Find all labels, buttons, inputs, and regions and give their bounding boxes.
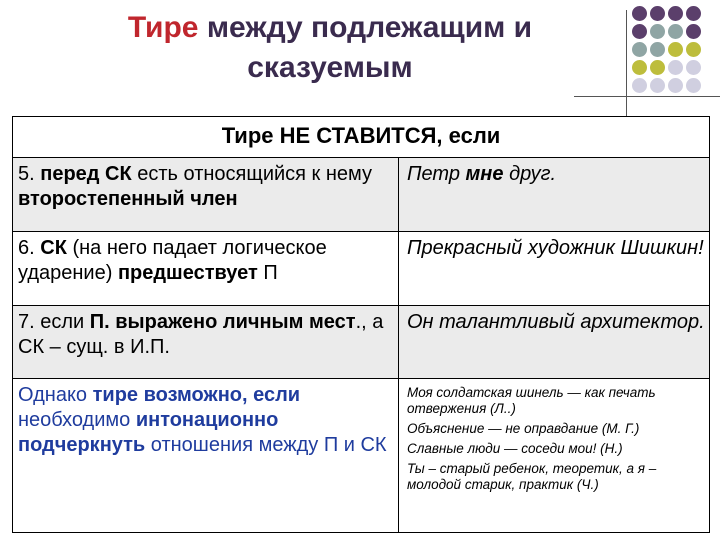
rule-7: 7. если П. выражено личным мест., а СК – сущ. в И.П. — [13, 305, 399, 379]
decor-dot-grid — [632, 6, 701, 93]
example-sentence: Объяснение — не оправдание (М. Г.) — [407, 421, 640, 437]
example-sentence: Моя солдатская шинель — как печать отвержения (Л..) — [407, 385, 656, 417]
decor-dot — [632, 42, 647, 57]
decor-dot — [668, 6, 683, 21]
rule-5: 5. перед СК есть относящийся к нему второстепенный член — [13, 158, 399, 232]
example-7: Он талантливый архитектор. — [399, 305, 710, 379]
decor-dot — [632, 78, 647, 93]
decor-dot — [686, 24, 701, 39]
example-exception-list — [399, 379, 710, 533]
example-6: Прекрасный художник Шишкин! — [399, 231, 710, 305]
table-header: Тире НЕ СТАВИТСЯ, если — [13, 117, 710, 158]
decor-dot — [650, 60, 665, 75]
decor-dot — [668, 42, 683, 57]
decor-dot — [668, 24, 683, 39]
table-row — [13, 158, 710, 232]
title-accent-word: Тире — [127, 11, 199, 44]
table-row — [13, 231, 710, 305]
decor-dot — [668, 60, 683, 75]
decor-horizontal-line — [574, 96, 720, 97]
title-line2: сказуемым — [247, 51, 413, 84]
decor-dot — [686, 42, 701, 57]
example-sentence: Славные люди — соседи мои! (Н.) — [407, 441, 623, 457]
table-row — [13, 379, 710, 533]
decor-dot — [686, 60, 701, 75]
example-5: Петр мне друг. — [399, 158, 710, 232]
decor-dot — [650, 42, 665, 57]
title-line1-rest: между подлежащим и — [206, 11, 533, 44]
decor-dot — [650, 24, 665, 39]
decor-vertical-line — [626, 10, 627, 132]
rules-table — [12, 116, 710, 533]
decor-dot — [650, 6, 665, 21]
decor-dot — [668, 78, 683, 93]
rule-6: 6. СК (на него падает логическое ударение) предшествует П — [13, 231, 399, 305]
decor-dot — [632, 24, 647, 39]
example-sentence: Ты – старый ребенок, теоретик, а я – молодой старик, практик (Ч.) — [407, 461, 657, 493]
table-row — [13, 305, 710, 379]
decor-dot — [632, 60, 647, 75]
rule-exception: Однако тире возможно, если необходимо интонационно подчеркнуть отношения между П и СК — [13, 379, 399, 533]
decor-dot — [650, 78, 665, 93]
slide-title — [60, 8, 600, 88]
decor-dot — [686, 6, 701, 21]
decor-dot — [632, 6, 647, 21]
decor-dot — [686, 78, 701, 93]
